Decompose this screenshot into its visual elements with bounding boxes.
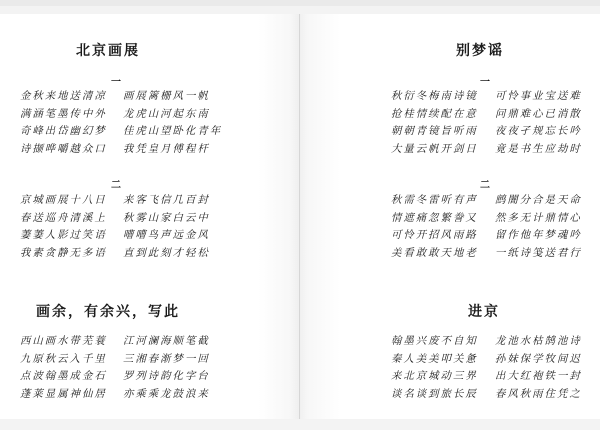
verse-line: 龙虎山河起东南 <box>123 107 210 120</box>
verse-line: 萋萋人影过笑语 <box>20 229 107 241</box>
verse-line: 我素贪静无多语 <box>20 246 107 259</box>
verse-line: 亦乘乘龙鼓浪来 <box>123 387 210 400</box>
poem-title: 画余，有余兴，写此 <box>36 304 180 320</box>
verse-line: 抢桂情续配在意 <box>391 107 478 120</box>
verse-column <box>391 88 478 158</box>
section-marker: 二 <box>111 180 121 191</box>
verse-line: 然多无计鼎情心 <box>495 211 582 224</box>
verse-line: 竟是书生应劫时 <box>495 142 582 155</box>
verse-line: 嘈嘈鸟声远金风 <box>123 229 210 241</box>
poem-title: 进京 <box>468 304 500 320</box>
verse-line: 诗撷哗嚼越众口 <box>20 142 107 155</box>
verse-line: 佳虎山望卧化青年 <box>123 125 223 137</box>
window-top-strip <box>0 0 600 6</box>
verse-line: 点波翰墨成金石 <box>20 370 107 382</box>
verse-line: 美看敢敢天地老 <box>391 246 478 259</box>
verse-line: 翰墨兴废不自知 <box>391 335 478 347</box>
verse-line: 鹧闇分合是天命 <box>495 194 582 206</box>
verse-line: 罗列诗韵化字台 <box>123 370 210 382</box>
verse-line: 朝朝青镜旨听雨 <box>391 125 478 137</box>
verse-column <box>391 192 478 262</box>
verse-line: 金秋来地送清凉 <box>20 90 107 102</box>
verse-column <box>123 88 222 158</box>
verse-line: 秋衍冬梅南诗镜 <box>391 90 478 102</box>
verse-line: 我凭皇月傅程杆 <box>123 142 210 155</box>
verse-line: 留作他年梦魂吟 <box>495 229 582 241</box>
verse-column <box>495 88 582 158</box>
verse-line: 一纸诗笺送君行 <box>495 246 582 259</box>
book-spine <box>299 14 300 419</box>
verse-line: 九原秋云入千里 <box>20 352 107 365</box>
verse-line: 大量云帆开剑日 <box>391 142 478 155</box>
verse-line: 三湘春渐梦一回 <box>123 352 210 365</box>
verse-line: 春风秋雨住凭之 <box>495 387 582 400</box>
verse-line: 龙池水枯鹄池诗 <box>495 335 582 347</box>
verse-column <box>20 88 107 158</box>
verse-line: 谈名谈到旅长辰 <box>391 387 478 400</box>
section-marker: 一 <box>111 77 121 88</box>
verse-line: 可怜事业宝送难 <box>495 90 582 102</box>
verse-line: 满涵笔墨传中外 <box>20 107 107 120</box>
verse-line: 秋需冬雷听有声 <box>391 194 478 206</box>
poem-title: 别梦谣 <box>456 43 504 59</box>
verse-line: 京城画展十八日 <box>20 194 107 206</box>
verse-column <box>20 192 107 262</box>
verse-line: 蓬莱显属神仙居 <box>20 387 107 400</box>
verse-line: 直到此刻才轻松 <box>123 246 210 259</box>
verse-line: 奇峰出岱幽幻梦 <box>20 125 107 137</box>
verse-column <box>495 192 582 262</box>
section-marker: 二 <box>480 180 490 191</box>
section-marker: 一 <box>480 77 490 88</box>
poem-title: 北京画展 <box>76 43 140 59</box>
verse-line: 西山画水带芜蓑 <box>20 335 107 347</box>
verse-column <box>123 333 210 403</box>
verse-line: 来客飞信几百封 <box>123 194 210 206</box>
verse-line: 出大红袍铁一封 <box>495 370 582 382</box>
verse-line: 秋雾山家白云中 <box>123 211 210 224</box>
verse-line: 画展篱栅风一帆 <box>123 90 210 102</box>
verse-line: 可怜开招风雨路 <box>391 229 478 241</box>
verse-line: 孙妹保学牧间迟 <box>495 352 582 365</box>
verse-column <box>495 333 582 403</box>
verse-column <box>123 192 210 262</box>
verse-line: 来北京城动三界 <box>391 370 478 382</box>
verse-line: 问鼎难心已消散 <box>495 107 582 120</box>
verse-column <box>391 333 478 403</box>
verse-line: 春送巡舟清溪上 <box>20 211 107 224</box>
verse-line: 情遮痛忽繁誊又 <box>391 211 478 224</box>
verse-line: 秦人美美叩关惫 <box>391 352 478 365</box>
verse-column <box>20 333 107 403</box>
verse-line: 夜夜孑规忘长吟 <box>495 125 582 137</box>
verse-line: 江河澜海顺笔截 <box>123 335 210 347</box>
